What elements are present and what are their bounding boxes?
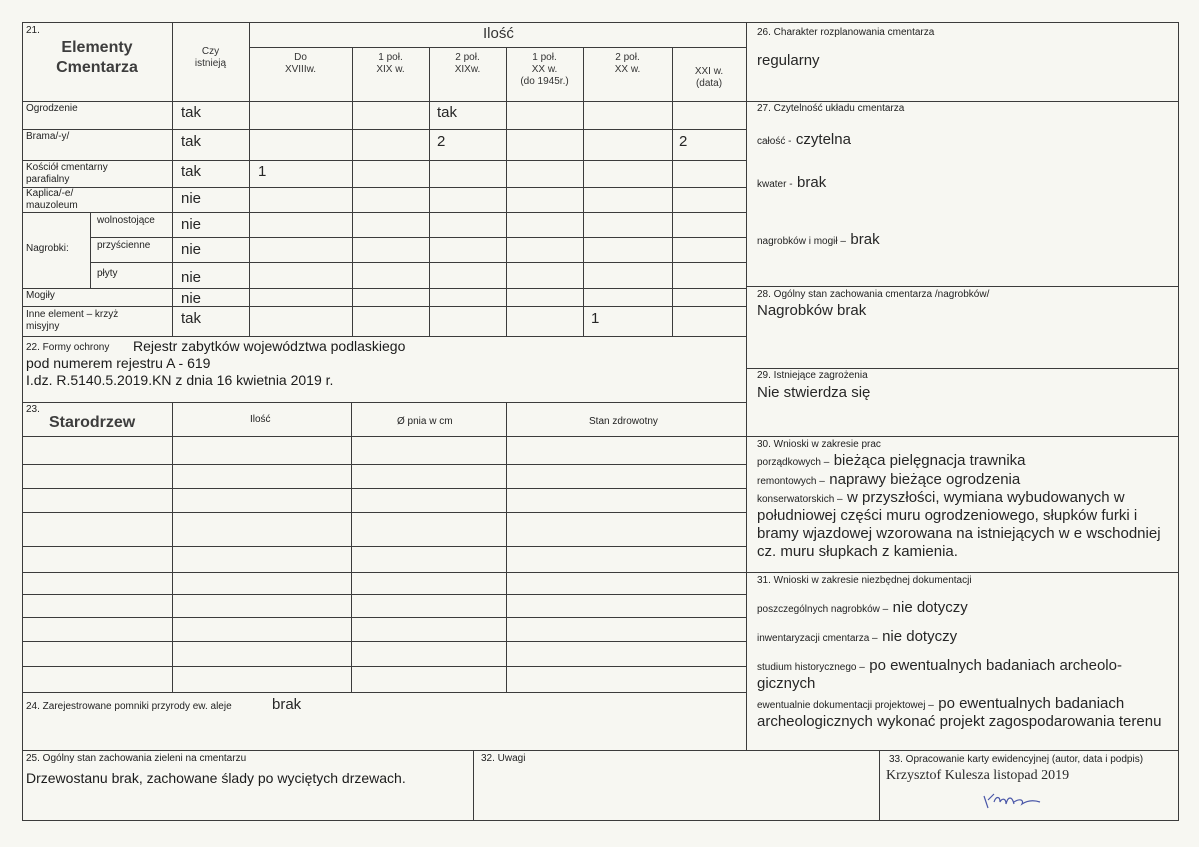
section21-title [22, 38, 172, 78]
section31-projektowej [757, 695, 1124, 713]
period-header-4 [506, 52, 583, 88]
section23-row-1 [22, 464, 746, 465]
row-label-kaplica-line1: Kaplica/-e/ [26, 188, 74, 199]
period-3-line2: XIXw. [454, 64, 481, 75]
ilosc-header: Ilość [483, 25, 514, 42]
row-line-3 [22, 187, 746, 188]
value-kaplica-exists: nie [181, 190, 202, 207]
value-przyscienne-exists: nie [181, 241, 202, 258]
section31-studium-value2: gicznych [757, 675, 816, 692]
div-col-p1 [352, 47, 353, 336]
section30-remontowych [757, 471, 1020, 489]
section23-row-9 [22, 666, 746, 667]
section23-col3 [506, 402, 507, 692]
section23-col-stan: Stan zdrowotny [589, 416, 658, 427]
value-brama-p3: 2 [437, 133, 446, 150]
value-plyty-exists: nie [181, 269, 202, 286]
div-col-p2 [429, 47, 430, 336]
section31-inwentaryzacji-value: nie dotyczy [882, 628, 958, 645]
value-kosciol-p1: 1 [258, 163, 267, 180]
period-5-line2: XX w. [614, 64, 641, 75]
row-label-ogrodzenie: Ogrodzenie [26, 103, 78, 114]
section23-top-line [22, 402, 746, 403]
section31-studium-value1: po ewentualnych badaniach archeolo- [869, 657, 1122, 674]
section29-value: Nie stwierdza się [757, 384, 871, 401]
section31-poszczegolnych-prefix: poszczególnych nagrobków – [757, 604, 889, 615]
value-brama-exists: tak [181, 133, 202, 150]
section31-projektowej-value1: po ewentualnych badaniach [938, 695, 1125, 712]
period-header-3 [429, 52, 506, 76]
div-32-33 [879, 750, 880, 820]
section30-konserwatorskich-value4: cz. muru słupkach z kamienia. [757, 543, 958, 560]
section24-value: brak [272, 696, 302, 713]
row-line-5 [90, 237, 746, 238]
section22-line2: pod numerem rejestru A - 619 [26, 355, 211, 371]
section22-line3: I.dz. R.5140.5.2019.KN z dnia 16 kwietnia 2019 r. [26, 372, 334, 388]
signature-image [982, 790, 1042, 812]
row-label-plyty: płyty [97, 268, 118, 279]
row-line-ilosc [249, 47, 746, 48]
section31-inwentaryzacji-prefix: inwentaryzacji cmentarza – [757, 633, 878, 644]
right-line-28 [746, 286, 1179, 287]
div-col-p5 [672, 47, 673, 336]
period-4-line2: XX w. [531, 64, 558, 75]
czy-istnieja-line1: Czy [201, 46, 220, 57]
row-line-4 [22, 212, 746, 213]
right-line-30 [746, 436, 1179, 437]
czy-istnieja-line2: istnieją [194, 58, 227, 69]
section33-value: Krzysztof Kulesza listopad 2019 [886, 768, 1070, 783]
value-inne-exists: tak [181, 310, 202, 327]
div-col-p3 [506, 47, 507, 336]
section23-title: Starodrzew [49, 414, 136, 431]
section27-nagrobkow-value: brak [850, 231, 880, 248]
value-ogrodzenie-exists: tak [181, 104, 202, 121]
section23-row-6 [22, 594, 746, 595]
section27-kwater [757, 174, 826, 192]
section22-line1: Rejestr zabytków województwa podlaskiego [133, 338, 406, 354]
section23-col-ilosc: Ilość [250, 414, 271, 425]
row-line-6 [90, 262, 746, 263]
row-line-header [22, 101, 746, 102]
value-inne-p5: 1 [591, 310, 600, 327]
border-right [1178, 22, 1179, 820]
section30-konserwatorskich-value3: bramy wjazdowej wzorowana na istniejących w e wschodniej [757, 525, 1161, 542]
section23-number: 23. [26, 404, 40, 415]
div-25-32 [473, 750, 474, 820]
right-line-29 [746, 368, 1179, 369]
section23-col1 [172, 402, 173, 692]
section24-label: 24. Zarejestrowane pomniki przyrody ew. aleje [26, 701, 232, 712]
section23-header-line [22, 436, 746, 437]
period-header-6 [672, 66, 746, 90]
section23-col-pien: Ø pnia w cm [397, 416, 453, 427]
section27-nagrobkow [757, 231, 880, 249]
section23-row-3 [22, 512, 746, 513]
section22-label: 22. Formy ochrony [26, 342, 110, 353]
section33-label: 33. Opracowanie karty ewidencyjnej (autor, data i podpis) [889, 754, 1144, 765]
section29-label: 29. Istniejące zagrożenia [757, 370, 868, 381]
section31-studium [757, 657, 1122, 675]
czy-istnieja-header [172, 46, 249, 70]
row-label-inne-line1: Inne element – krzyż [26, 309, 119, 320]
section27-calosc-prefix: całość - [757, 136, 792, 147]
period-3-line1: 2 poł. [455, 52, 480, 63]
section31-projektowej-prefix: ewentualnie dokumentacji projektowej – [757, 700, 934, 711]
row-label-inne [26, 309, 118, 333]
row-label-wolnostojace: wolnostojące [97, 215, 155, 226]
section23-col2 [351, 402, 352, 692]
section31-poszczegolnych [757, 599, 968, 617]
section27-nagrobkow-prefix: nagrobków i mogił – [757, 236, 846, 247]
bottom-band-line [22, 750, 1179, 751]
border-left [22, 22, 23, 820]
section30-porzadkowych-prefix: porządkowych – [757, 457, 830, 468]
row-label-inne-line2: misyjny [26, 321, 60, 332]
row-label-mogily: Mogiły [26, 290, 55, 301]
value-mogily-exists: nie [181, 290, 202, 307]
period-header-1 [249, 52, 352, 76]
row-label-kosciol [26, 162, 108, 186]
div-nagrobki-sub [90, 212, 91, 288]
value-brama-p6: 2 [679, 133, 688, 150]
section23-row-2 [22, 488, 746, 489]
section27-calosc [757, 131, 851, 149]
period-5-line1: 2 poł. [615, 52, 640, 63]
period-4-line1: 1 poł. [532, 52, 557, 63]
section27-kwater-value: brak [797, 174, 827, 191]
section30-porzadkowych [757, 452, 1026, 470]
section27-label: 27. Czytelność układu cmentarza [757, 103, 905, 114]
section30-porzadkowych-value: bieżąca pielęgnacja trawnika [833, 452, 1026, 469]
section26-label: 26. Charakter rozplanowania cmentarza [757, 27, 935, 38]
value-wolnostojace-exists: nie [181, 216, 202, 233]
section30-label: 30. Wnioski w zakresie prac [757, 439, 881, 450]
div-col-p4 [583, 47, 584, 336]
row-line-2 [22, 160, 746, 161]
period-1-line1: Do [294, 52, 307, 63]
border-bottom [22, 820, 1179, 821]
period-2-line1: 1 poł. [378, 52, 403, 63]
section25-value: Drzewostanu brak, zachowane ślady po wyciętych drzewach. [26, 770, 406, 786]
border-top [22, 22, 1179, 23]
section30-konserwatorskich-value2: południowej części muru ogrodzeniowego, słupków furki i [757, 507, 1138, 524]
section23-row-4 [22, 546, 746, 547]
period-1-line2: XVIIIw. [284, 64, 317, 75]
section23-bottom-line [22, 692, 746, 693]
section31-label: 31. Wnioski w zakresie niezbędnej dokumentacji [757, 575, 972, 586]
section30-remontowych-value: naprawy bieżące ogrodzenia [829, 471, 1021, 488]
section31-projektowej-value2: archeologicznych wykonać projekt zagospodarowania terenu [757, 713, 1162, 730]
section31-poszczegolnych-value: nie dotyczy [892, 599, 968, 616]
row-line-7 [22, 288, 746, 289]
row-line-1 [22, 129, 746, 130]
period-4-line3: (do 1945r.) [520, 76, 569, 87]
right-line-26 [746, 101, 1179, 102]
row-label-kosciol-line1: Kościół cmentarny [26, 162, 108, 173]
section30-remontowych-prefix: remontowych – [757, 476, 825, 487]
row-label-brama: Brama/-y/ [26, 131, 70, 142]
section27-kwater-prefix: kwater - [757, 179, 793, 190]
row-label-kosciol-line2: parafialny [26, 174, 70, 185]
section23-row-5 [22, 572, 746, 573]
value-ogrodzenie-p3: tak [437, 104, 458, 121]
section31-studium-prefix: studium historycznego – [757, 662, 865, 673]
section25-label: 25. Ogólny stan zachowania zieleni na cmentarzu [26, 753, 247, 764]
section21-title-line2: Cmentarza [56, 59, 138, 76]
period-6-line1: XXI w. [694, 66, 724, 77]
row-line-8 [22, 306, 746, 307]
section23-row-8 [22, 641, 746, 642]
divider-main [746, 22, 747, 750]
period-header-5 [583, 52, 672, 76]
section21-title-line1: Elementy [61, 39, 133, 56]
row-label-przyscienne: przyścienne [97, 240, 151, 251]
section28-label: 28. Ogólny stan zachowania cmentarza /nagrobków/ [757, 289, 990, 300]
section32-label: 32. Uwagi [481, 753, 526, 764]
period-6-line2: (data) [695, 78, 723, 89]
row-label-nagrobki: Nagrobki: [26, 243, 69, 254]
section26-value: regularny [757, 52, 820, 69]
period-2-line2: XIX w. [376, 64, 405, 75]
value-kosciol-exists: tak [181, 163, 202, 180]
period-header-2 [352, 52, 429, 76]
section21-number: 21. [26, 25, 40, 36]
row-line-9 [22, 336, 746, 337]
section28-value: Nagrobków brak [757, 302, 867, 319]
right-line-31 [746, 572, 1179, 573]
section30-konserwatorskich-prefix: konserwatorskich – [757, 494, 843, 505]
section31-inwentaryzacji [757, 628, 957, 646]
row-label-kaplica-line2: mauzoleum [26, 200, 78, 211]
section30-konserwatorskich [757, 489, 1125, 507]
row-label-kaplica [26, 188, 78, 212]
section27-calosc-value: czytelna [795, 131, 851, 148]
section23-row-7 [22, 617, 746, 618]
section30-konserwatorskich-value1: w przyszłości, wymiana wybudowanych w [847, 489, 1125, 506]
